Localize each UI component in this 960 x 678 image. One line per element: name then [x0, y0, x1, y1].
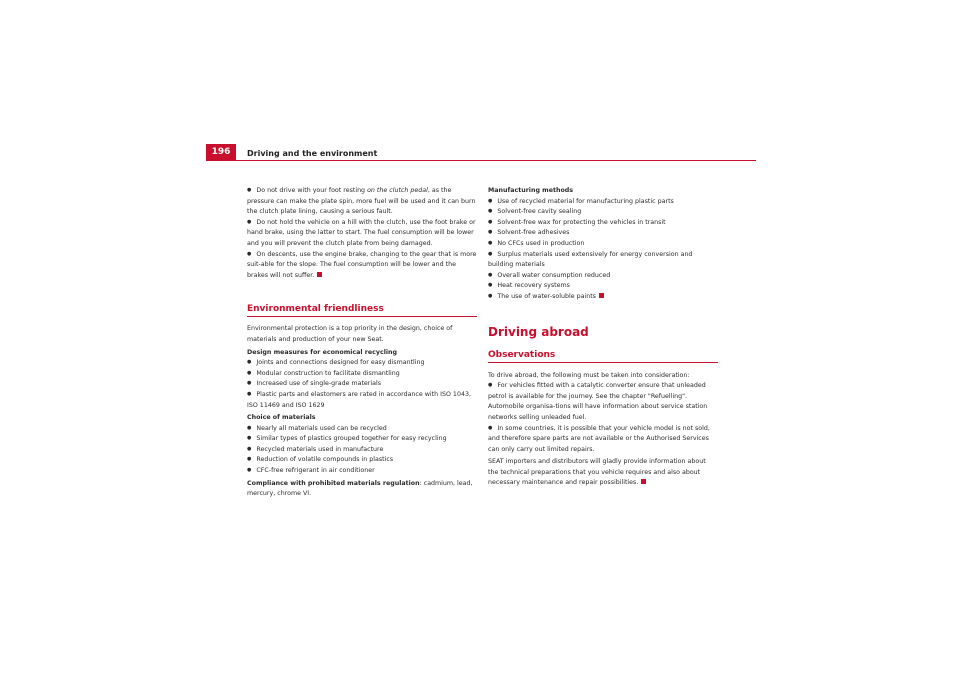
clutch-bullet — [247, 186, 477, 218]
list-item: ● Overall water consumption reduced — [488, 271, 718, 282]
running-title: Driving and the environment — [247, 149, 378, 158]
text: Do not drive with your foot resting — [256, 187, 368, 194]
section-end-mark — [599, 293, 604, 298]
header-rule — [206, 160, 756, 161]
list-item: ● For vehicles fitted with a catalytic converter ensure that unleaded petrol is available for the journey. See the chapter "Refuelling". Automobile organisa-tions will have information about service station networks selling unleaded fuel. — [488, 381, 718, 423]
env-heading: Environmental friendliness — [247, 303, 477, 317]
list-item: ● Plastic parts and elastomers are rated in accordance with ISO 1043, ISO 11469 and ISO 1629 — [247, 390, 477, 411]
right-column — [488, 186, 718, 489]
list-item: ● CFC-free refrigerant in air conditioner — [247, 466, 477, 477]
list-item: ● Reduction of volatile compounds in plastics — [247, 455, 477, 466]
text: On descents, use the engine brake, changing to the gear that is more suit-able for the slope. The fuel consumption will be lower and the brakes will not suffer. — [247, 250, 477, 279]
list-item: ● Similar types of plastics grouped together for easy recycling — [247, 434, 477, 445]
text: SEAT importers and distributors will gladly provide information about the technical preparations that you vehicle requires and also about necessary maintenance and repair possibilities. — [488, 458, 706, 487]
observations-heading: Observations — [488, 349, 718, 363]
list-item: ● Solvent-free adhesives — [488, 228, 718, 239]
list-item: ● Solvent-free wax for protecting the vehicles in transit — [488, 218, 718, 229]
page-header — [206, 144, 756, 161]
list-item: ● Heat recovery systems — [488, 281, 718, 292]
page-number: 196 — [206, 144, 236, 161]
list-item: ● Surplus materials used extensively for energy conversion and building materials — [488, 250, 718, 271]
compliance-label: Compliance with prohibited materials regulation — [247, 479, 420, 487]
methods-heading: Manufacturing methods — [488, 187, 574, 194]
list-item — [488, 292, 718, 303]
list-item: ● Solvent-free cavity sealing — [488, 207, 718, 218]
section-end-mark — [641, 479, 646, 484]
list-item: ● Modular construction to facilitate dismantling — [247, 369, 477, 380]
obs-intro: To drive abroad, the following must be taken into consideration: — [488, 371, 690, 379]
list-item: ● Increased use of single-grade materials — [247, 379, 477, 390]
text: The use of water-soluble paints — [497, 292, 596, 300]
list-item: ● Use of recycled material for manufacturing plastic parts — [488, 197, 718, 208]
compliance-text: : cadmium, lead, mercury, chrome VI. — [247, 479, 473, 498]
text: , as the pressure can make the plate spin, more fuel will be used and it can burn the clutch plate lining, causing a serious fault. — [247, 187, 476, 216]
descent-bullet — [247, 250, 477, 282]
section-end-mark — [317, 272, 322, 277]
compliance-paragraph — [247, 479, 477, 500]
abroad-heading: Driving abroad — [488, 324, 589, 339]
list-item: ● Joints and connections designed for easy dismantling — [247, 358, 477, 369]
list-item: ● No CFCs used in production — [488, 239, 718, 250]
recycling-heading: Design measures for economical recycling — [247, 348, 398, 356]
env-intro: Environmental protection is a top priority in the design, choice of materials and production of your new Seat. — [247, 325, 453, 343]
list-item: ● Nearly all materials used can be recycled — [247, 424, 477, 435]
list-item: ● In some countries, it is possible that your vehicle model is not sold, and therefore spare parts are not available or the Authorised Services can only carry out limited repairs. — [488, 424, 718, 456]
materials-heading: Choice of materials — [247, 414, 316, 422]
list-item: ● Recycled materials used in manufacture — [247, 445, 477, 456]
emphasis: on the clutch pedal — [367, 187, 428, 194]
hill-bullet: ● Do not hold the vehicle on a hill with the clutch, use the foot brake or hand brake, using the latter to start. The fuel consumption will be lower and you will prevent the clutch plate from being damaged. — [247, 218, 477, 250]
left-column — [247, 186, 477, 500]
obs-outro — [488, 457, 718, 489]
